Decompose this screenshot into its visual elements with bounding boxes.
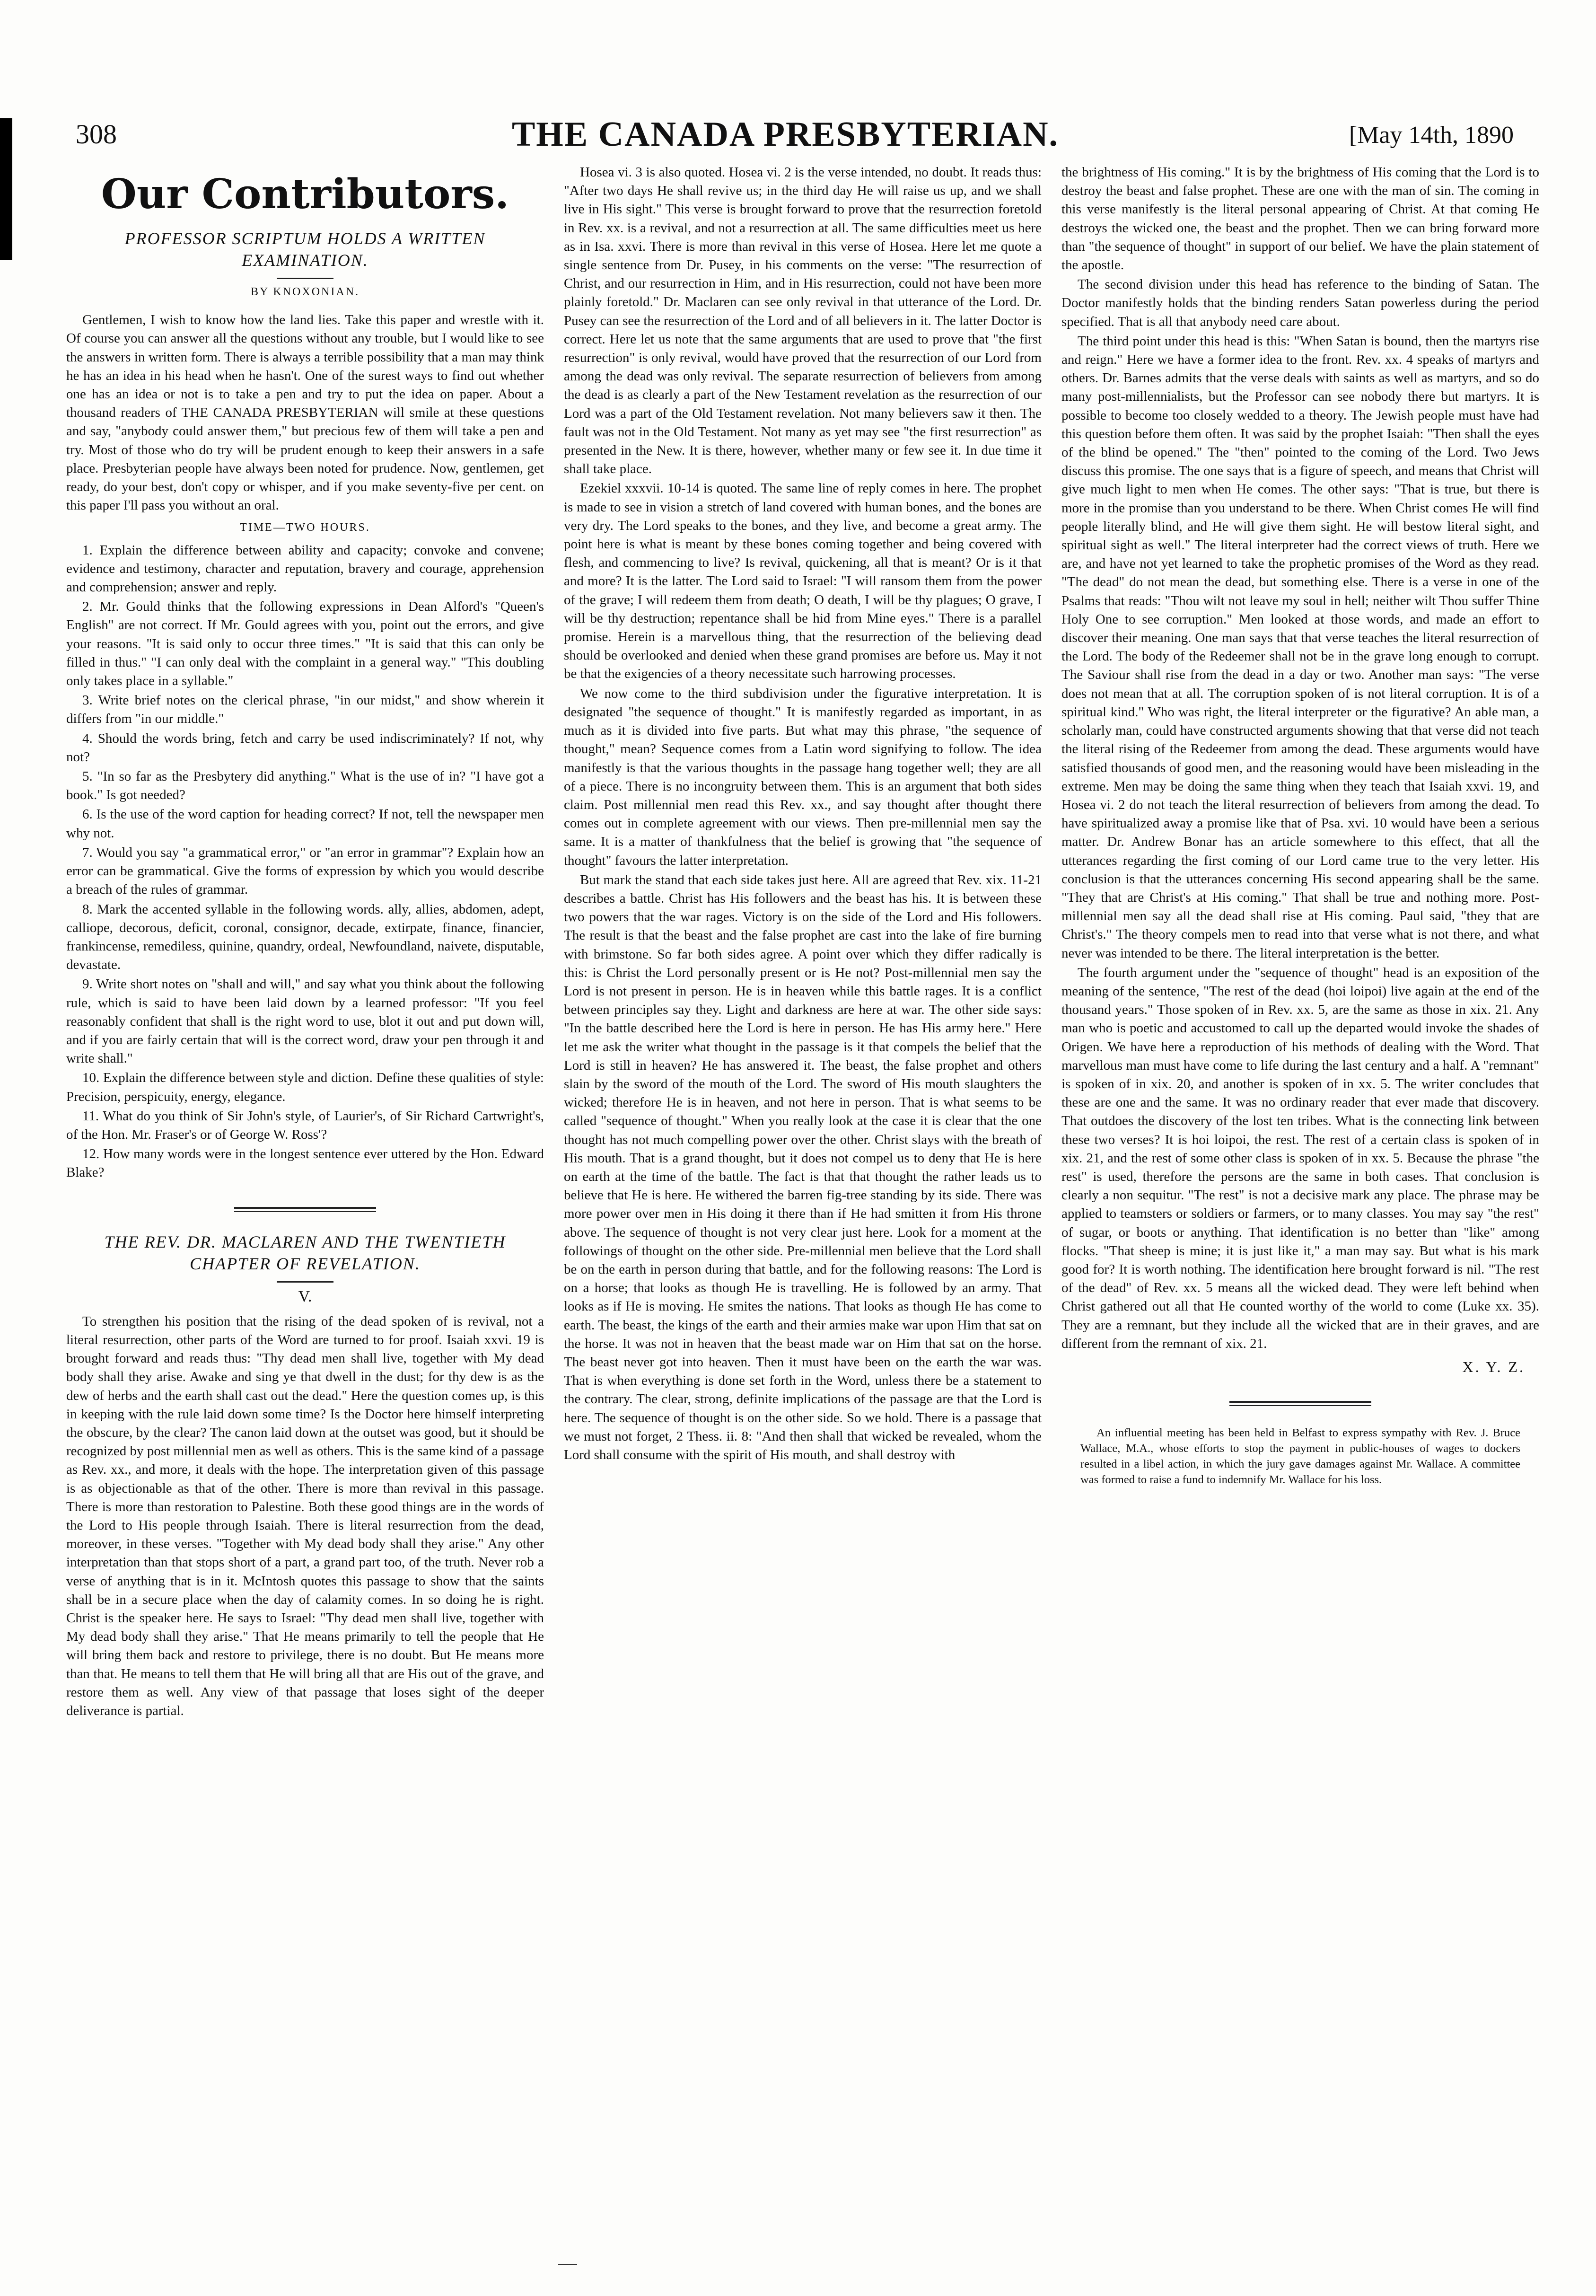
signature: X. Y. Z. xyxy=(1462,1358,1525,1375)
notice-text: An influential meeting has been held in Belfast to express sympathy with Rev. J. Bruce Wallace, M.A., whose efforts to stop the payment in public-houses of wages to dockers resulted in a libel action, in which the jury gave damages against Mr. Wallace. A committee was formed to raise a fund to indemnify Mr. Wallace for his loss. xyxy=(1080,1426,1520,1487)
divider xyxy=(277,1281,333,1283)
column-3 xyxy=(1061,163,1539,2264)
paragraph: The fourth argument under the "sequence of thought" head is an exposition of the meaning of the sentence, "The rest of the dead (hoi loipoi) live again at the end of the thousand years." Those spoken of in Rev. xx. 5, are the same as those in xix. 21. Any man who is poetic and accustomed to call up the departed would invoke the shades of Origen. We have here a reproduction of his methods of dealing with the Word. That marvellous man must have come to life during the last century and a half. A "remnant" is spoken of in xix. 20, and another is spoken of in xx. 5. The writer concludes that these are one and the same. It was no ordinary reader that ever made that discovery. That outdoes the discovery of the lost ten tribes. What is the connecting link between these two verses? It is hoi loipoi, the rest. The rest of a certain class is spoken of in xix. 21, and the rest of some other class is spoken of in xx. 5. Because the phrase "the rest" is used, therefore the persons are the same in both cases. That conclusion is clearly a non sequitur. "The rest" is not a decisive mark any place. The phrase may be applied to teamsters or soldiers or farmers, or to many classes. You may say "the rest" of sugar, or boots or anything. That identification is no better than "like" among flocks. "That sheep is mine; it is just like it," a man may say. But what is his mark good for? It is worth nothing. The identification here brought forward is nil. "The rest of the dead" of Rev. xx. 5 means all the wicked dead. They were left behind when Christ gathered out all that He counted worthy of the world to come (Luke xx. 35). They are a remnant, but they include all the wicked that are in their graves, and are different from the remnant of xix. 21. xyxy=(1061,965,1539,1351)
page-header xyxy=(57,115,1514,166)
question: 5. "In so far as the Presbytery did anything." What is the use of in? "I have got a book." Is got needed? xyxy=(66,769,544,803)
question: 8. Mark the accented syllable in the following words. ally, allies, abdomen, adept, calliope, decorous, deficit, coronal, consignor, decade, extirpate, finance, financier, frankincense, remediless, quinine, quandry, ordeal, Newfoundland, naivete, disputable, devastate. xyxy=(66,901,544,973)
column-1 xyxy=(66,163,544,2264)
question: 3. Write brief notes on the clerical phrase, "in our midst," and show wherein it differs from "in our middle." xyxy=(66,693,544,727)
question: 10. Explain the difference between style and diction. Define these qualities of style: Precision, perspicuity, energy, elegance. xyxy=(66,1070,544,1104)
time-note: TIME—TWO HOURS. xyxy=(240,521,370,534)
footer-mark xyxy=(558,2264,577,2265)
masthead: THE CANADA PRESBYTERIAN. xyxy=(511,115,1059,154)
paragraph: The second division under this head has reference to the binding of Satan. The Doctor manifestly holds that the binding renders Satan powerless during the period specified. That is all that anybody need care about. xyxy=(1061,277,1539,329)
page-number: 308 xyxy=(76,119,117,150)
question: 9. Write short notes on "shall and will," and say what you think about the following rule, which is said to have been laid down by a learned professor: "If you feel reasonably confident that shall is the right word to use, blot it out and put down will, and if you are fairly certain that will is the correct word, draw your pen through it and write shall." xyxy=(66,976,544,1066)
article-separator xyxy=(1229,1401,1371,1406)
paragraph: We now come to the third subdivision under the figurative interpretation. It is designated "the sequence of thought." It is manifestly regarded as important, in as much as it is divided into five parts. But what may this phrase, "the sequence of thought," mean? Sequence comes from a Latin word signifying to follow. The idea manifestly is that the various thoughts in the passage hang together well; they are all of a piece. There is no incongruity between them. This is an argument that both sides claim. Post millennial men read this Rev. xx., and say thought after thought there comes out in complete agreement with our views. Then pre-millennial men say the same. It is a matter of thankfulness that the belief is growing that "the sequence of thought" favours the latter interpretation. xyxy=(564,686,1042,868)
paragraph: To strengthen his position that the rising of the dead spoken of is revival, not a literal resurrection, other parts of the Word are turned to for proof. Isaiah xxvi. 19 is brought forward and reads thus: "Thy dead men shall live, together with My dead body shall they arise. Awake and sing ye that dwell in the dust; for thy dew is as the dew of herbs and the earth shall cast out the dead." Here the question comes up, is this in keeping with the rule laid down some time? Is the Doctor here himself interpreting the obscure, by the clear? The canon laid down at the outset was good, but it should be recognized by post millennial men as well as others. This is the same kind of a passage as Rev. xx., and more, it deals with the hope. The interpretation given of this passage is as objectionable as that of the other. There is more than revival in this passage. There is more than restoration to Palestine. Both these good things are in the words of the Lord to His people through Isaiah. There is literal resurrection from the dead, moreover, in these verses. "Together with My dead body shall they arise." Any other interpretation than that stops short of a part, a grand part too, of the truth. Never rob a verse of anything that is in it. McIntosh quotes this passage to show that the saints shall be in a secure place when the day of calamity comes. In so doing he is right. Christ is the speaker here. He says to Israel: "Thy dead men shall live, together with My dead body shall they arise." That He means primarily to tell the people that He will bring them back and restore to privilege, there is no doubt. But He means more than that. He means to tell them that He will bring all that are His out of the grave, and restore them as well. Any view of that passage that loses sight of the deeper deliverance is partial. xyxy=(66,1313,544,1719)
question: 7. Would you say "a grammatical error," or "an error in grammar"? Explain how an error can be grammatical. Give the forms of expression by which you would describe a breach of the rules of grammar. xyxy=(66,845,544,897)
article-title: PROFESSOR SCRIPTUM HOLDS A WRITTEN EXAMINATION. xyxy=(124,229,486,270)
question: 1. Explain the difference between ability and capacity; convoke and convene; evidence and testimony, character and reputation, bravery and courage, apprehension and comprehension; answer and reply. xyxy=(66,542,544,595)
paragraph: Hosea vi. 3 is also quoted. Hosea vi. 2 is the verse intended, no doubt. It reads thus: "After two days He shall revive us; in the third day He will raise us up, and we shall live in His sight." This verse is brought forward to prove that the resurrection foretold in Rev. xx. is a revival, and not a resurrection at all. The same difficulties meet us here as in Isa. xxvi. There is more than revival in this verse of Hosea. Here let me quote a single sentence from Dr. Pusey, in his comments on the verse: "The resurrection of Christ, and our resurrection in Him, and in His resurrection, could not have been more plainly foretold." Dr. Maclaren can see only revival in that utterance of the Lord. Dr. Pusey can see the resurrection of the Lord and of all believers in it. The latter Doctor is correct. Here let us note that the same arguments that are used to prove that "the first resurrection" is only revival, would have proved that the resurrection of our Lord from among the dead was only revival. The separate resurrection of believers from among the dead is as clearly a part of the New Testament revelation as the resurrection of our Lord was a part of the Old Testament revelation. Not many believers saw it then. The fault was not in the Old Testament. Not many as yet may see "the first resurrection" as presented in the New. It is there, however, whether many or few see it. In due time it shall take place. xyxy=(564,165,1042,477)
question: 4. Should the words bring, fetch and carry be used indiscriminately? If not, why not? xyxy=(66,730,544,765)
byline: BY KNOXONIAN. xyxy=(250,286,360,298)
section-title: Our Contributors. xyxy=(101,170,509,218)
news-notice xyxy=(1061,1425,1539,1487)
part-number: V. xyxy=(298,1287,312,1305)
paragraph: the brightness of His coming." It is by the brightness of His coming that the Lord is to destroy the beast and false prophet. These are one with the man of sin. The coming in this verse manifestly is the literal personal appearing of Christ. At that coming He destroys the wicked one, the beast and the prophet. Then we can bring forward more than "the sequence of thought" in support of our belief. We have the plain statement of the apostle. xyxy=(1061,165,1539,273)
paragraph: The third point under this head is this: "When Satan is bound, then the martyrs rise and reign." Here we have a former idea to the front. Rev. xx. 4 speaks of martyrs and others. Dr. Barnes admits that the verse deals with saints as well as martyrs, and so do many post-millennialists, but the Professor can see nobody there but martyrs. It is possible to become too closely wedded to a theory. The Jewish people must have had this question before them often. It was said by the prophet Isaiah: "Then shall the eyes of the blind be opened." The "then" pointed to the coming of the Lord. Two Jews discuss this promise. The one says that is a figure of speech, and means that Christ will give much light to men when He comes. The other says: "That is true, but there is more in the promise than you understand to be there. When Christ comes He will find people literally blind, and He will give them sight. He will bestow literal sight, and spiritual sight as well." The literal interpreter had the correct views of truth. Here we are, and have not yet learned to take the prophetic promises of the Word as they read. "The dead" do not mean the dead, but something else. There is a verse in one of the Psalms that reads: "Thou wilt not leave my soul in hell; neither wilt Thou suffer Thine Holy One to see corruption." Men looked at those words, and made an effort to discover their meaning. One man says that that verse teaches the literal resurrection of the Lord. The body of the Redeemer shall not be in the grave long enough to corrupt. The Saviour shall rise from the dead in a day or two. Another man says: "The verse does not mean that at all. The corruption spoken of is not literal corruption. It is of a spiritual kind." Who was right, the literal interpreter or the figurative? An able man, a scholarly man, could have constructed arguments showing that that verse did not teach the literal rising of the Redeemer from among the dead. These arguments would have satisfied thousands of good men, and the reasoning would have been misleading in the extreme. Men may be doing the same thing when they teach that Isaiah xxvi. 19, and Hosea vi. 2 do not teach the literal resurrection of believers from among the dead. To have spiritualized away a promise like that of Psa. xvi. 10 would have been a serious matter. Dr. Andrew Bonar has an article somewhere to this effect, that all the utterances regarding the first coming of our Lord came true to the very letter. His conclusion is that the utterances concerning His second appearing shall be the same. "They that are Christ's at His coming." That shall be true and nothing more. Post-millennial men say all the dead shall rise at His coming. Paul said, "they that are Christ's." The theory compels men to read into that verse what is not there, and what never was intended to be there. The literal interpretation is the better. xyxy=(1061,333,1539,961)
question: 6. Is the use of the word caption for heading correct? If not, tell the newspaper men why not. xyxy=(66,807,544,841)
question: 11. What do you think of Sir John's style, of Laurier's, of Sir Richard Cartwright's, of the Hon. Mr. Fraser's or of George W. Ross'? xyxy=(66,1108,544,1142)
paragraph: But mark the stand that each side takes just here. All are agreed that Rev. xix. 11-21 describes a battle. Christ has His followers and the beast has his. It is between these two powers that the war rages. Victory is on the side of the Lord and His followers. The result is that the beast and the false prophet are cast into the lake of fire burning with brimstone. So far both sides agree. A point over which they differ radically is this: is Christ the Lord personally present or is He not? Post-millennial men say the Lord is not present in person. He is in heaven while this battle rages. It is a conflict between principles say they. Light and darkness are here at war. The other side says: "In the battle described here the Lord is here in person. He has His army here." Here let me ask the writer what thought in the passage is it that compels the belief that the Lord is still in heaven? He has answered it. The beast, the false prophet and others slain by the sword of the mouth of the Lord. The sword of His mouth slaughters the wicked; therefore He is in heaven, and not here in person. That is what seems to be called "sequence of thought." When you really look at the case it is clear that the one thought has not much compelling power over the other. Christ slays with the breath of His mouth. That is a grand thought, but it does not compel us to deny that He is here on earth at the time of the battle. The fact is that that thought the rather leads us to believe that He is here. He withered the barren fig-tree standing by its side. There was more power over men in His doing it there than if He had smitten it from His throne above. The sequence of thought is not very clear just here. Look for a moment at the followings of thought on the other side. Pre-millennial men believe that the Lord shall be on the earth in person during that battle, and for the following reasons: The Lord is on a horse; that looks as though He is travelling. He is followed by an army. That looks as if He is moving. He smites the nations. That looks as though He has come to earth. The beast, the kings of the earth and their armies make war upon Him that sat on the horse. It was not in heaven that the beast made war on Him that sat on the horse. The beast never got into heaven. Then it must have been on the earth the war was. That is when everything is done set forth in the Word, unless there be a statement to the contrary. The clear, strong, definite implications of the passage are that the Lord is here. The sequence of thought is on the other side. So we hold. There is a passage that we must not forget, 2 Thess. ii. 8: "And then shall that wicked be revealed, whom the Lord shall consume with the spirit of His mouth, and shall destroy with xyxy=(564,872,1042,1463)
column-2 xyxy=(564,163,1042,2264)
paragraph: Gentlemen, I wish to know how the land lies. Take this paper and wrestle with it. Of course you can answer all the questions without any trouble, but I would like to see the answers in written form. There is always a terrible possibility that a man may think he has an idea in his head when he hasn't. One of the surest ways to find out whether one has an idea or not is to take a pen and try to put the idea on paper. About a thousand readers of THE CANADA PRESBYTERIAN will smile at these questions and say, "anybody could answer them," but precious few of them will take a pen and try. Most of those who do try will be prudent enough to keep their answers in a safe place. Presbyterian people have always been noted for prudence. Now, gentlemen, get ready, do your best, don't copy or whisper, and if you make seventy-five per cent. on this paper I'll pass you without an oral. xyxy=(66,312,544,513)
paragraph: Ezekiel xxxvii. 10-14 is quoted. The same line of reply comes in here. The prophet is made to see in vision a stretch of land covered with human bones, and the bones are very dry. The Lord speaks to the bones, and they live, and become a great army. The point here is what is meant by these bones coming together and being covered with flesh, and commencing to live? Is revival, quickening, all that is meant? Or is it that and more? It is the latter. The Lord said to Israel: "I will ransom them from the power of the grave; I will redeem them from death; O death, I will be thy plagues; O grave, I will be thy destruction; repentance shall be hid from Mine eyes." There is a parallel promise. Herein is a marvellous thing, that the resurrection of the believing dead should be overlooked and denied when these grand promises are before us. May it not be that the exigencies of a theory necessitate such harrowing processes. xyxy=(564,481,1042,682)
divider xyxy=(277,278,333,279)
question: 2. Mr. Gould thinks that the following expressions in Dean Alford's "Queen's English" are not correct. If Mr. Gould agrees with you, point out the errors, and give your reasons. "It is said only to occur three times." "It is said that this can only be filled in thus." "I can only deal with the complaint in a general way." "This doubling only takes place in a syllable." xyxy=(66,599,544,689)
binding-edge-bar xyxy=(0,118,12,260)
question: 12. How many words were in the longest sentence ever uttered by the Hon. Edward Blake? xyxy=(66,1146,544,1180)
article-separator xyxy=(234,1207,376,1212)
article-title: THE REV. DR. MACLAREN AND THE TWENTIETH CHAPTER OF REVELATION. xyxy=(104,1232,506,1273)
issue-date: [May 14th, 1890 xyxy=(1349,122,1514,149)
